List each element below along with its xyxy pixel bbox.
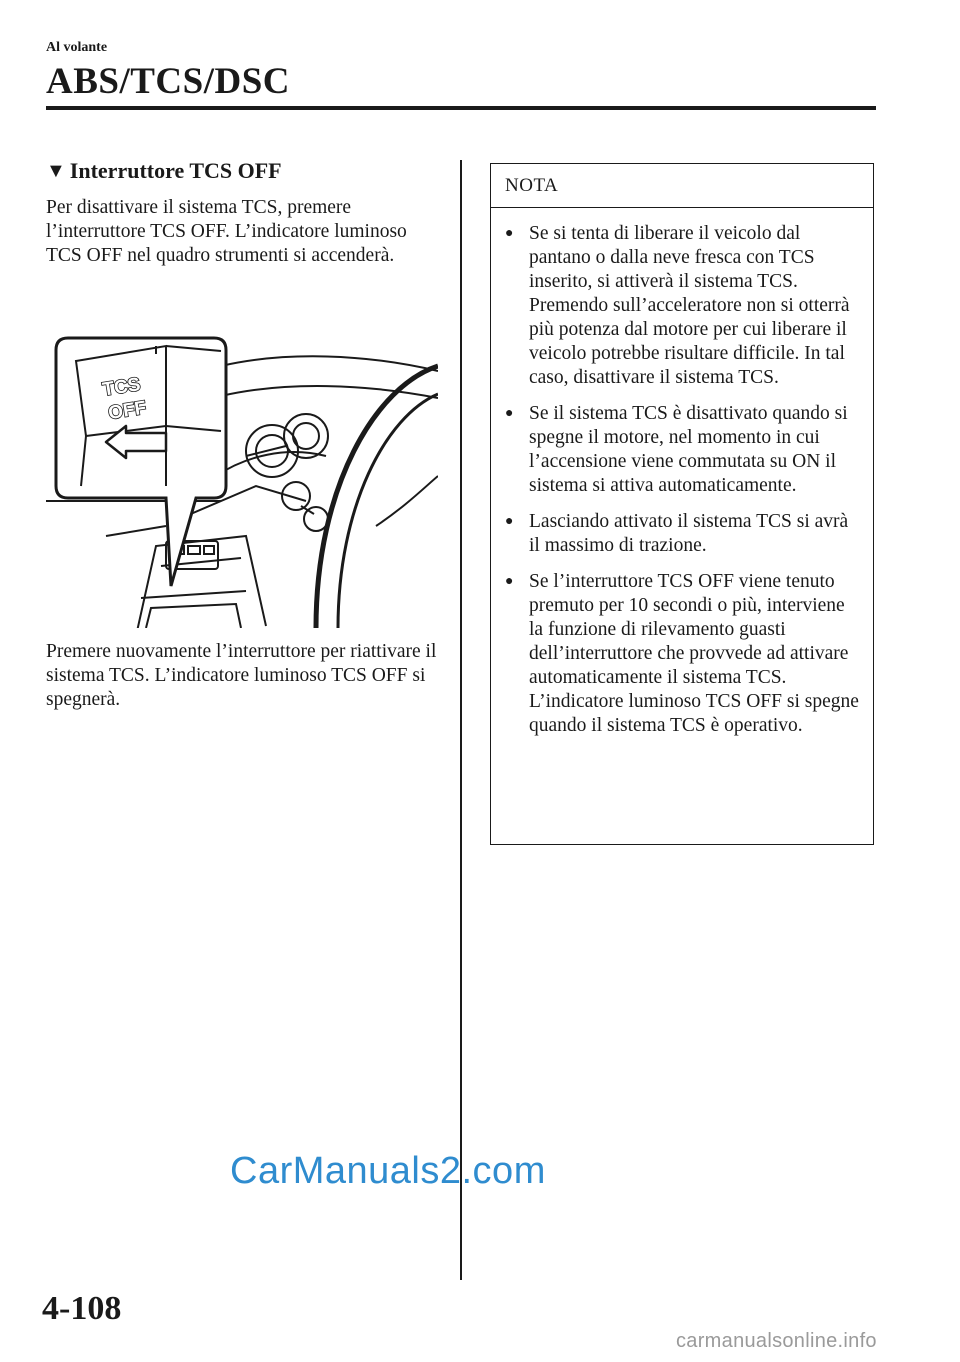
header-rule: [46, 106, 876, 110]
page-number: 4-108: [42, 1290, 122, 1327]
nota-item-text: Lasciando attivato il sistema TCS si avrà il massimo di trazione.: [529, 511, 849, 556]
nota-item-text: Se il sistema TCS è disattivato quando si spegne il motore, nel momento in cui l’accensione viene commutata su ON il sistema si attiva automaticamente.: [529, 403, 848, 496]
nota-item-text: Se si tenta di liberare il veicolo dal pantano o dalla neve fresca con TCS inserito, si attiverà il sistema TCS. Premendo sull’acceleratore non si otterrà più potenza dal motore per cui liberare il veicolo potrebbe risultare difficile. In tal caso, disattivare il sistema TCS.: [529, 223, 850, 388]
chapter-title: ABS/TCS/DSC: [46, 61, 291, 102]
paragraph-reactivate: Premere nuovamente l’interruttore per riattivare il sistema TCS. L’indicatore luminoso TCS OFF si spegnerà.: [46, 641, 437, 710]
triangle-down-icon: ▼: [46, 159, 66, 182]
nota-item: [505, 402, 863, 498]
bullet-icon: ●: [505, 226, 514, 241]
nota-item: [505, 222, 863, 390]
dashboard-illustration: [46, 336, 438, 628]
tcs-label: TCS: [101, 374, 142, 401]
left-column: [46, 158, 446, 268]
paragraph-intro: Per disattivare il sistema TCS, premere l’interruttore TCS OFF. L’indicatore luminoso TCS OFF nel quadro strumenti si accenderà.: [46, 197, 407, 266]
column-divider: [460, 160, 462, 1280]
nota-item: [505, 570, 863, 738]
nota-item: [505, 510, 863, 558]
watermark: CarManuals2.com: [230, 1150, 546, 1192]
footer-url: carmanualsonline.info: [676, 1330, 877, 1352]
bullet-icon: ●: [505, 514, 514, 529]
heading-text: Interruttore TCS OFF: [69, 158, 282, 183]
nota-box: [490, 163, 874, 845]
nota-title: NOTA: [491, 164, 873, 208]
nota-item-text: Se l’interruttore TCS OFF viene tenuto premuto per 10 secondi o più, interviene la funzione di rilevamento guasti dell’interruttore che provvede ad attivare automaticamente il sistema TCS. L’indicatore luminoso TCS OFF si spegne quando il sistema TCS è operativo.: [529, 571, 859, 736]
bullet-icon: ●: [505, 406, 514, 421]
bullet-icon: ●: [505, 574, 514, 589]
nota-list: [491, 208, 873, 738]
section-heading: [46, 158, 446, 184]
off-label: OFF: [106, 397, 148, 425]
section-label: Al volante: [46, 40, 108, 55]
